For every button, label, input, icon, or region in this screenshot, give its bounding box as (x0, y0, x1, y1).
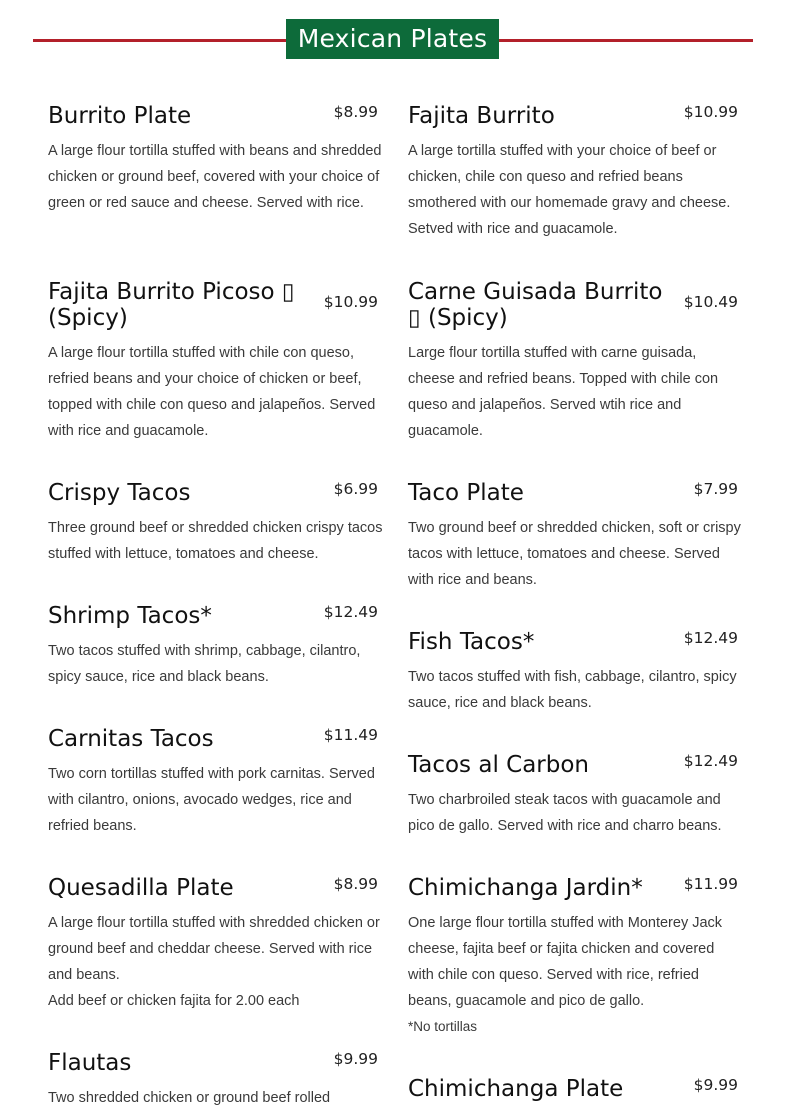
menu-item-name: Fajita Burrito (408, 103, 555, 129)
menu-item-description: A large flour tortilla stuffed with beans and shredded chicken or ground beef, covered with your choice of green or red sauce and cheese. Served with rice. (48, 143, 382, 211)
menu-item (48, 875, 378, 1014)
menu-item-header (48, 480, 378, 506)
menu-item-price: $6.99 (333, 480, 378, 498)
menu-item-header (408, 875, 738, 901)
menu-item-price: $12.49 (683, 752, 738, 770)
menu-item-description: A large tortilla stuffed with your choice of beef or chicken, chile con queso and refried beans smothered with our homemade gravy and cheese. Setved with rice and guacamole. (408, 143, 731, 237)
menu-item-description: Two charbroiled steak tacos with guacamole and pico de gallo. Served with rice and charro beans. (408, 792, 722, 834)
menu-item-price: $8.99 (333, 103, 378, 121)
menu-item-header (48, 103, 378, 129)
menu-item-price: $8.99 (333, 875, 378, 893)
menu-item-description: Two ground beef or shredded chicken, soft or crispy tacos with lettuce, tomatoes and cheese. Served with rice and beans. (408, 520, 741, 588)
menu-item (408, 629, 738, 716)
menu-item (48, 1050, 378, 1111)
menu-item-price: $11.99 (683, 875, 738, 893)
menu-item (408, 103, 738, 242)
menu-item (408, 875, 738, 1040)
menu-item (408, 480, 741, 593)
menu-item-price: $10.49 (683, 293, 738, 311)
menu-item-header (48, 603, 378, 629)
menu-item-header (408, 279, 738, 331)
menu-item-header (408, 103, 738, 129)
menu-item-name: Carnitas Tacos (48, 726, 214, 752)
menu-item-name: Quesadilla Plate (48, 875, 234, 901)
menu-item-header (408, 629, 738, 655)
menu-item (408, 279, 738, 444)
menu-item-price: $12.49 (323, 603, 378, 621)
menu-item-description: One large flour tortilla stuffed with Monterey Jack cheese, fajita beef or fajita chicken and covered with chile con queso. Served with rice, refried beans, guacamole and pico de gallo. (408, 915, 723, 1009)
menu-item-name: Shrimp Tacos* (48, 603, 212, 629)
menu-item-name: Tacos al Carbon (408, 752, 590, 778)
menu-item-description: Large flour tortilla stuffed with carne guisada, cheese and refried beans. Topped with chile con queso and jalapeños. Served wtih rice and guacamole. (408, 345, 719, 439)
menu-item-name: Burrito Plate (48, 103, 192, 129)
menu-item-price: $12.49 (683, 629, 738, 647)
menu-item-name: Carne Guisada Burrito ▯ (Spicy) (408, 279, 663, 331)
menu-item-header (48, 726, 378, 752)
menu-item-name: Crispy Tacos (48, 480, 191, 506)
menu-item (48, 279, 378, 444)
menu-item-header (408, 752, 738, 778)
menu-item (48, 603, 378, 690)
menu-item-header (408, 1076, 738, 1102)
menu-item (408, 752, 738, 839)
menu-item-description: Three ground beef or shredded chicken crispy tacos stuffed with lettuce, tomatoes and cheese. (48, 520, 383, 562)
menu-item-description: A large flour tortilla stuffed with shredded chicken or ground beef and cheddar cheese. Served with rice and beans. (48, 915, 380, 983)
menu-item (48, 726, 378, 839)
menu-item-header (48, 875, 378, 901)
menu-item-price: $10.99 (323, 293, 378, 311)
menu-item-note: Add beef or chicken fajita for 2.00 each (48, 993, 300, 1009)
menu-item-header (48, 1050, 378, 1076)
menu-item-name: Taco Plate (408, 480, 524, 506)
menu-item-description: Two tacos stuffed with fish, cabbage, cilantro, spicy sauce, rice and black beans. (408, 669, 737, 711)
menu-item (48, 480, 383, 567)
menu-item-name: Chimichanga Jardin* (408, 875, 643, 901)
menu-item-name: Flautas (48, 1050, 132, 1076)
section-title: Mexican Plates (286, 19, 499, 59)
menu-item-price: $9.99 (333, 1050, 378, 1068)
menu-item-name: Fajita Burrito Picoso ▯ (Spicy) (48, 279, 295, 331)
menu-item (408, 1076, 738, 1102)
menu-item-description: A large flour tortilla stuffed with chile con queso, refried beans and your choice of chicken or beef, topped with chile con queso and jalapeños. Served with rice and guacamole. (48, 345, 376, 439)
menu-item-price: $11.49 (323, 726, 378, 744)
menu-item-description: Two corn tortillas stuffed with pork carnitas. Served with cilantro, onions, avocado wedges, rice and refried beans. (48, 766, 375, 834)
menu-item (48, 103, 382, 216)
menu-item-name: Fish Tacos* (408, 629, 535, 655)
section-header (0, 0, 785, 70)
menu-item-description: Two shredded chicken or ground beef rolled (48, 1090, 331, 1106)
menu-item-price: $7.99 (693, 480, 738, 498)
menu-item-price: $9.99 (693, 1076, 738, 1094)
menu-item-description: Two tacos stuffed with shrimp, cabbage, cilantro, spicy sauce, rice and black beans. (48, 643, 361, 685)
menu-item-name: Chimichanga Plate (408, 1076, 624, 1102)
menu-item-note: *No tortillas (408, 1019, 478, 1034)
menu-item-header (408, 480, 738, 506)
menu-item-price: $10.99 (683, 103, 738, 121)
menu-item-header (48, 279, 378, 331)
